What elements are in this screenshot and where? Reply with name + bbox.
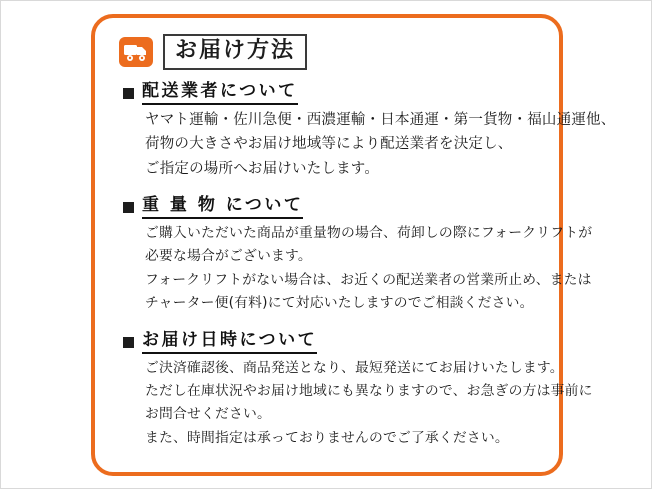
section-heading-row [123, 329, 537, 354]
body-line: 荷物の大きさやお届け地域等により配送業者を決定し、 [145, 136, 513, 153]
square-bullet-icon [123, 88, 134, 99]
delivery-truck-icon [119, 37, 153, 67]
section-body [145, 358, 593, 450]
section-body [145, 109, 616, 180]
section-carrier [117, 80, 616, 181]
section-heading: 配送業者について [142, 80, 298, 105]
body-line: チャーター便(有料)にて対応いたしますのでご相談ください。 [145, 295, 534, 312]
square-bullet-icon [123, 202, 134, 213]
body-line: フォークリフトがない場合は、お近くの配送業者の営業所止め、または [145, 271, 592, 288]
body-line: ヤマト運輸・佐川急便・西濃運輸・日本通運・第一貨物・福山通運他、 [145, 111, 616, 128]
section-heading: 重 量 物 について [142, 194, 303, 219]
section-body [145, 223, 593, 315]
body-line: お問合せください。 [145, 406, 271, 423]
body-line: ご決済確認後、商品発送となり、最短発送にてお届けいたします。 [145, 359, 564, 376]
section-heading-row [123, 80, 537, 105]
body-line: ご購入いただいた商品が重量物の場合、荷卸しの際にフォークリフトが [145, 225, 593, 242]
panel-title-row [119, 34, 537, 70]
section-heading-row [123, 194, 537, 219]
section-heading: お届け日時について [142, 329, 317, 354]
section-heavy-items [117, 194, 593, 315]
square-bullet-icon [123, 337, 134, 348]
delivery-method-panel [91, 14, 616, 476]
panel-title: お届け方法 [163, 34, 307, 70]
body-line: また、時間指定は承っておりませんのでご了承ください。 [145, 429, 509, 446]
panel-content [95, 18, 616, 472]
section-delivery-date [117, 329, 593, 450]
body-line: 必要な場合がございます。 [145, 248, 312, 265]
body-line: ご指定の場所へお届けいたします。 [145, 160, 380, 177]
body-line: ただし在庫状況やお届け地域にも異なりますので、お急ぎの方は事前に [145, 383, 593, 400]
